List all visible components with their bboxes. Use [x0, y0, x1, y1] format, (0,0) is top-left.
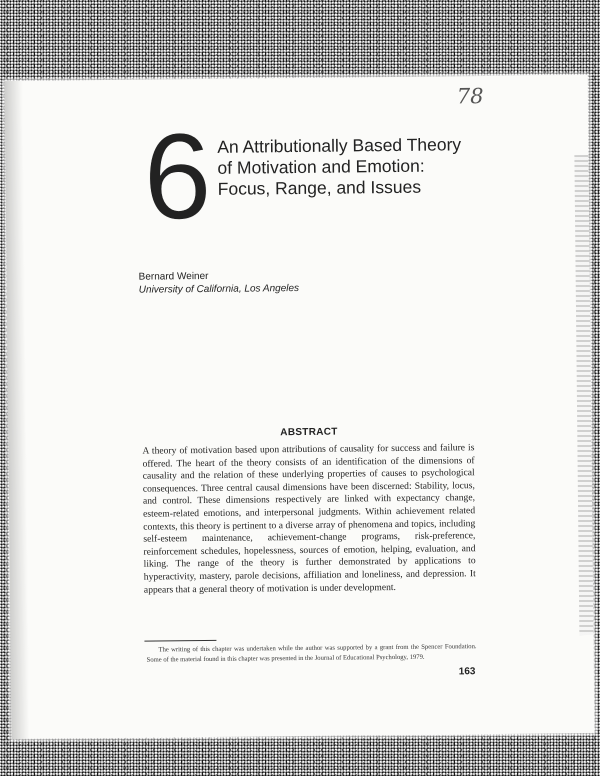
chapter-title-line: An Attributionally Based Theory — [217, 134, 462, 157]
abstract-body: A theory of motivation based upon attributions of causality for success and failure is offered. The heart of the theory consists of an identification of the dimensions of causality and the relation of these underlying properties of causes to psychological consequences. Three central causal dimensions have been discerned: Stability, locus, and control. These dimensions respectively are linked with expectancy change, esteem-related emotions, and interpersonal judgments. Within achievement related contexts, this theory is pertinent to a diverse array of phenomena and topics, including self-esteem maintenance, achievement-change programs, risk-preference, reinforcement schedules, hopelessness, sources of emotion, helping, evaluation, and liking. The range of the theory is further demonstrated by applications to hyperactivity, mastery, parole decisions, affiliation and loneliness, and depression. It appears that a general theory of motivation is under development. — [142, 442, 476, 596]
author-name: Bernard Weiner — [138, 270, 209, 283]
chapter-title-line: Focus, Range, and Issues — [217, 176, 422, 199]
footnote-rule — [144, 640, 216, 642]
chapter-title-line: of Motivation and Emotion: — [217, 155, 425, 178]
footnote: The writing of this chapter was undertaken while the author was supported by a grant from the Spencer Foundation. Some of the material found in this chapter was presented in the Journal of Educational Psychology, 1979. — [146, 643, 477, 664]
chapter-number: 6 — [142, 107, 213, 245]
handwritten-page-mark: 78 — [456, 84, 484, 109]
chapter-title — [217, 134, 498, 200]
author-affiliation: University of California, Los Angeles — [138, 282, 300, 296]
abstract-heading: ABSTRACT — [280, 426, 338, 439]
page-number: 163 — [458, 666, 476, 678]
book-page — [5, 75, 595, 739]
